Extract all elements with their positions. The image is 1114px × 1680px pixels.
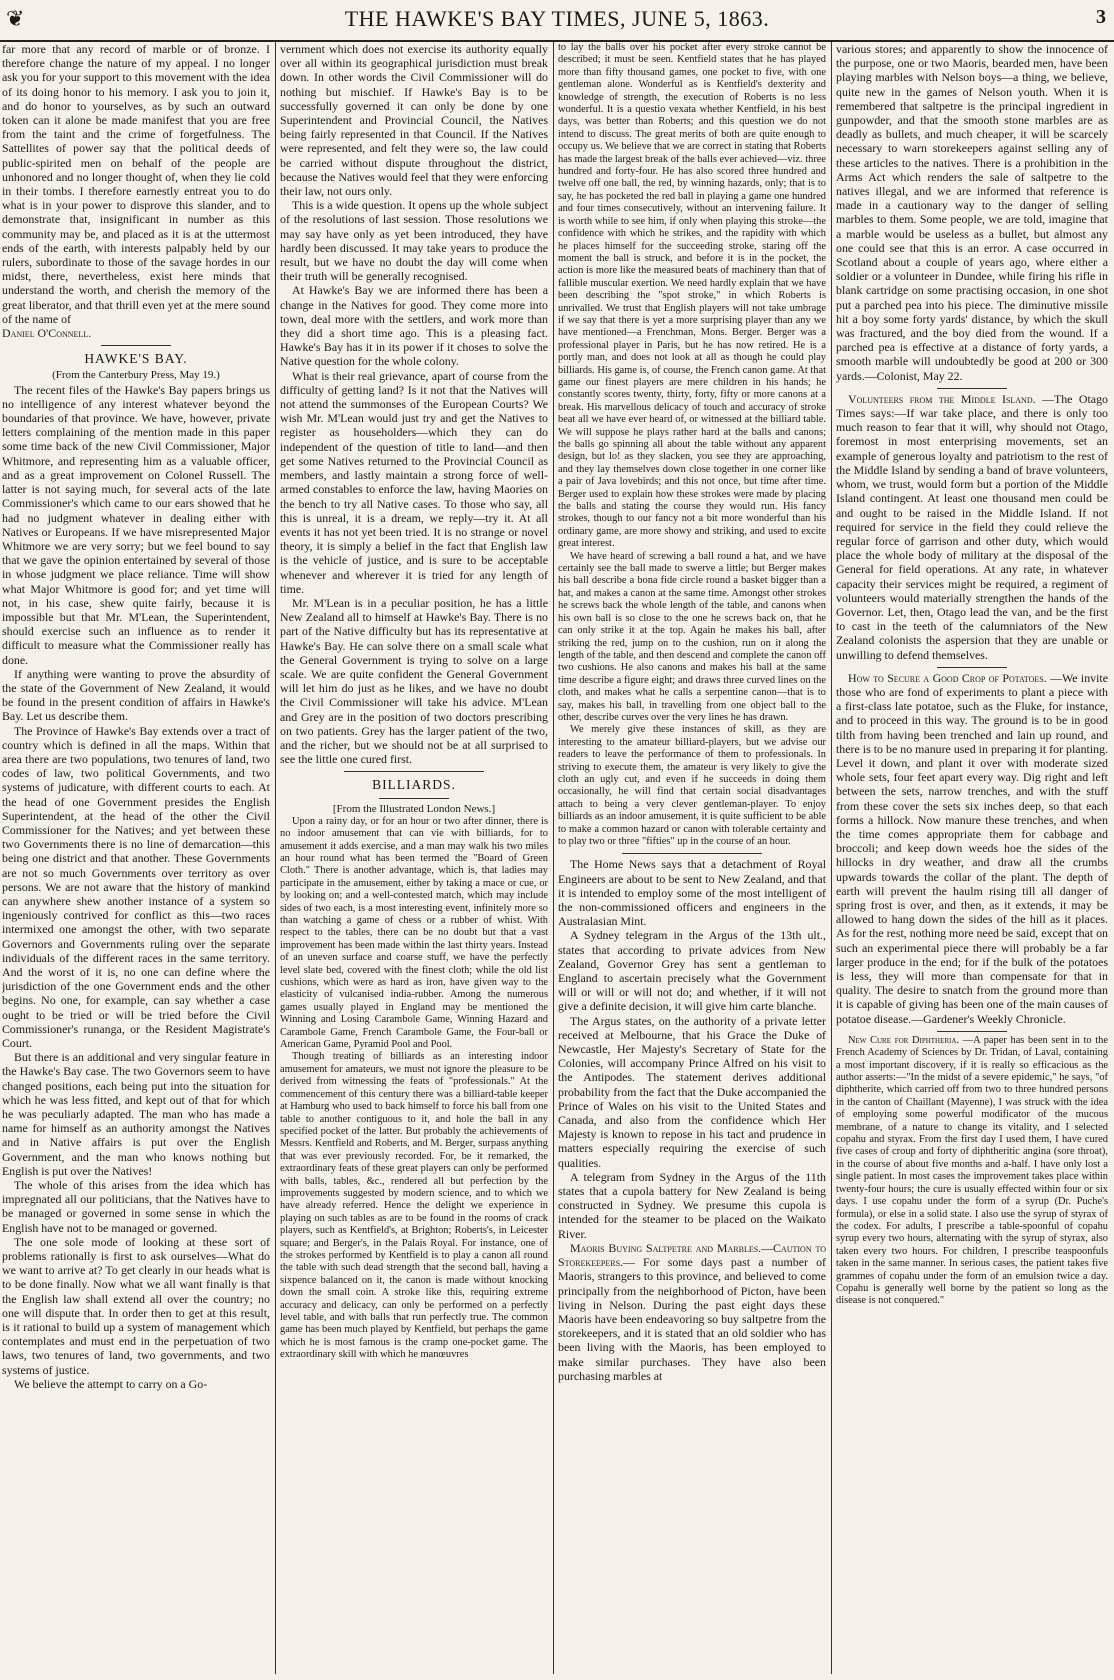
article-paragraph: What is their real grievance, apart of course from the difficulty of getting land? Is it not that the Natives will not attend the summonses of the European Courts? We wish Mr. M'Lean would just try and get the Natives to register as householders—which they can do independent of the question of title to land—and then get some Natives returned to the Provincial Council as members, and lastly maintain a strong force of well-armed constables to enforce the law, having Maories on the bench to try all Native cases. To those who say, all this is unreal, it is a dream, we reply—try it. At all events it has not yet been tried. It is no strange or novel theory, it is simply a belief in the fact that English law is the vehicle of justice, and is sure to be acceptable whenever and wherever it is tried for any length of time.: [280, 368, 548, 596]
column-1: [2, 42, 270, 1676]
article-paragraph: We believe the attempt to carry on a Go-: [14, 1376, 208, 1391]
section-divider: [937, 1031, 1007, 1032]
article-paragraph: vernment which does not exercise its authority equally over all within its geographical jurisdiction must break down. In other words the Civil Commissioner will do nothing but mischief. If Hawke's Bay is to be successfully governed it can only be done by one Superintendent and Provincial Council, the Natives being fairly represented in that Council. If the Natives were represented, and felt they were so, the law could be carried without dispute throughout the district, because the Natives would feel that they were enforcing their law, not ours only.: [280, 42, 548, 199]
article-paragraph: We have heard of screwing a ball round a hat, and we have certainly see the ball made to swerve a little; but Berger makes his ball describe a bona fide circle round a basket bigger than a hat, and makes a canon at the same time. Amongst other strokes he screws back the whole length of the table, and canons when his own ball is so close to the one he screws back on, that he can only strike it at the top. Again he makes his ball, after striking the red, jump on to the cushion, run on it along the length of the table, and then descend and complete the canon off two cushions. He also canons and makes his ball at the same time describe a figure eight; and draws three curved lines on the cloth, and makes what he calls a serpentine canon—that is to say, makes his ball, in travelling from one object ball to the other, describe curves over the very lines he has drawn.: [558, 550, 826, 723]
masthead: [0, 0, 1114, 42]
news-item: various stores; and apparently to show the innocence of the purpose, one or two Maoris, bearded men, have been playing marbles with Nelson boys—a thing, we believe, quite new in the games of Nelson youth. When it is remembered that saltpetre is the principal ingredient in gunpowder, and that the smooth stone marbles are as deadly as bullets, and much cheaper, it will be scarcely necessary to warn storekeepers against selling any of these articles to the natives. There is a prohibition in the Arms Act which renders the sale of saltpetre to the natives illegal, and we are informed that reference is made in a cautionary way to the danger of selling marbles to them. Some people, we are told, imagine that a marble would be useless as a bullet, but almost any one could see that this is an error. A case occurred in Scotland about a couple of years ago, where either a soldier or a volunteer in Dundee, while firing his rifle in blank cartridge on some practising occasion, in one shot put a parched pea into his piece. The diminutive missile hit a boy some forty yards' distance, by which the skull was fractured, and the boy died from the wound. If a parched pea is effective at a distance of forty yards, a smooth marble will undoubtedly be good at 200 or 300 yards.—Colonist, May 22.: [836, 42, 1108, 383]
article-paragraph: If anything were wanting to prove the absurdity of the state of the Government of New Zealand, it would be found in the present condition of affairs in Hawke's Bay. Let us describe them.: [2, 666, 270, 724]
column-area: [0, 42, 1114, 1678]
news-item-heading: Maoris Buying Saltpetre and Marbles.—Caution to Storekeepers.—: [558, 1240, 826, 1270]
news-item: [836, 1035, 1108, 1308]
page-number: 3: [1096, 6, 1106, 28]
news-item-body: For some days past a number of Maoris, strangers to this province, and believed to come principally from the neighborhood of Picton, have been living in Nelson. During the past eight days these Maoris have been endeavoring so buy saltpetre from the storekeepers, and it is stated that an old soldier who has been living with the Maoris, has been employed to make similar purchases. They have also been purchasing marbles at: [558, 1255, 826, 1383]
column-2: [280, 42, 548, 1676]
article-paragraph: The one sole mode of looking at these sort of problems rationally is first to ask ourselves—What do we want to arrive at? To get clearly in our heads what is to be done finally. Now what we all want finally is that the English law shall extend all over the country; no one will dispute that. In order then to get at this result, is it rational to build up a system of management which contemplates and must end in the perpetuation of two laws, two tenures of land, two governments, and two systems of justice.: [2, 1234, 270, 1377]
article-paragraph: The recent files of the Hawke's Bay papers brings us no intelligence of any interest whatever beyond the boundaries of that province. We have, however, private letters complaining of the mention made in this paper some time back of the new Civil Commissioner, Major Whitmore, and representing him as a valuable officer, and as a great improvement on Colonel Russell. The latter is not saying much, for several acts of the late Commissioner's which came to our ears showed that he had no judgment whatever in dealing either with Natives or Europeans. If we have misrepresented Major Whitmore we are very sorry; but we feel bound to say that we gave the opinion entertained by several of those in whose judgment we place reliance. Time will show what Major Whitmore is good for; and yet time will not, in his case, shew quite fairly, because it is impossible but that Mr. M'Lean, the Superintendent, should exercise such an influence as to render it difficult to measure what the Commissioner really has done.: [2, 382, 270, 667]
news-item: A Sydney telegram in the Argus of the 13th ult., states that according to private advices from New Zealand, Governor Grey has sent a gentleman to England to ascertain precisely what the Government will or will or will not do; and whether, if it will not give a definite decision, it will give him carte blanche.: [558, 928, 826, 1014]
column-4: [836, 42, 1108, 1676]
news-item-body: —We invite those who are fond of experiments to plant a piece with a first-class late potatoe, such as the Fluke, for instance, and to proceed in this way. The ground is to be in good tilth from having been trenched and lain up round, and there is to be no manure used in preparing it for planting. Level it down, and plant it over with moderate sized whole sets, four feet apart every way. Dig right and left between the sets, narrow trenches, and with the stuff from these cover the sets six inches deep, so that each forms a hillock. Now manure these trenches, and when the time comes appropriate them for cabbage and broccoli; and keep down weeds hoe the sides of the hillocks in dry weather, and draw all the crumbs upwards towards the collar of the plant. The depth of earth will prevent the haulm rising till all danger of spring frost is over, and then, as it extends, it may be allowed to hang down the sides of the hill as it places. As for the rest, nothing more need be said, except that on such an experimental piece there will probably be a far larger produce in the end; for if the bulk of the potatoes is less, they will more than compensate for that in quality. The desire to snatch from the ground more than it is capable of giving has been one of the main causes of potatoe disease.—Gardener's Weekly Chronicle.: [836, 670, 1108, 1026]
news-item-heading: Volunteers from the Middle Island.: [848, 391, 1036, 406]
section-divider: [937, 667, 1007, 668]
article-paragraph: The Province of Hawke's Bay extends over a tract of country which is defined in all the maps. Within that area there are two populations, two tenures of land, two codes of law, two political Governments, and two systems of judicature, with different courts to each. At the head of one Government presides the English Superintendent, at the head of the other the Civil Commissioner for the Natives; and yet between these two Governments there is no line of demarcation—this being one district and that another. These Governments are not so much Governments over territory as over persons. We are not aware that the history of mankind can anywhere shew another instance of a system so ingeniously contrived for conflict as this—two races intermixed one amongst the other, with two separate Governors and Governments ruling over the separate individuals of the different races in the same territory. And the worst of it is, no one can define where the jurisdiction of the one Government ends and the other begins. No one, for example, can say whether a case ought to be tried or will be tried before the Civil Commissioner's runanga, or the Resident Magistrate's Court.: [2, 723, 270, 1051]
news-item: [836, 671, 1108, 1026]
article-paragraph: The whole of this arises from the idea which has impregnated all our politicians, that the Natives have to be managed or governed in some sense in which the English have not to be managed or governed.: [2, 1178, 270, 1235]
article-paragraph: But there is an additional and very singular feature in the Hawke's Bay case. The two Governors seem to have changed positions, each being put into the situation for which he was less fitted, and kept out of that for which he was peculiarly adapted. The man who has made a name for himself as an authority amongst the Natives and in Native affairs is put over the English Government, and the man who knows nothing but English is put over the Natives!: [2, 1050, 270, 1178]
section-divider: [101, 345, 171, 346]
ornament-icon: ❦: [6, 6, 25, 31]
article-paragraph: This is a wide question. It opens up the whole subject of the resolutions of last session. Those resolutions we may say have only as yet been introduced, they have hardly been discussed. It may take years to produce the result, but we have no doubt the day will come when their truth will be generally recognised.: [280, 198, 548, 284]
section-divider: [379, 798, 449, 799]
article-paragraph: far more that any record of marble or of bronze. I therefore change the nature of my appeal. I no longer ask you for your support to this movement with the idea of its doing honor to his memory. I ask you to join it, and do honor to yourselves, as by such an outward token can it alone be made manifest that you are free from the taint and the crime of forgetfulness. The Sattellites of power say that the political deeds of public-spirited men on behalf of the people are unhonored and no longer thought of, when they lie cold in their tombs. I therefore earnestly entreat you to do what is in your power to disprove this slander, and to demonstrate that, insignificant in number as this community may be, and placed as it is at the uttermost ends of the earth, with interests palpably held by our rulers, subordinate to those of the savage hordes in our midst, there, nevertheless, exist here minds that understand the worth, and cherish the memory of the great liberator, and that thrill even yet at the mere sound of the name of: [2, 42, 270, 326]
article-signature: Daniel O'Connell.: [2, 326, 92, 341]
news-item-heading: How to Secure a Good Crop of Potatoes.: [848, 670, 1047, 685]
news-item-body: —A paper has been sent in to the French Academy of Sciences by Dr. Tridan, of Laval, containing a most important discovery, if it is really so efficacious as the author asserts:—"In the midst of a severe epidemic," he says, "of diphtherite, which carried off from two to three hundred persons in the canton of Chaillant (Mayenne), I was struck with the idea of employing some powerful modificator of the mucous membrane, of a nature to change its vitality, and I selected copahu and styrax. From the first day I used them, I have cured five cases of croup and forty of diphtheritic angina (sore throat), in the course of about five months and a-half. I have only lost a single patient. In most cases the improvement takes place within twenty-four hours; the cure is usually effected within four or six days. I use copahu under the form of a syrup (Dr. Puche's formula), or else in a solid state. I also use the syrup of styrax of the codex. For adults, I prescribe a table-spoonful of copahu syrup every two hours, alternating with the syrup of styrax, also taken every two hours. For children, I prescribe teaspoonfuls taken in the same manner. In serious cases, the patient takes five grammes of copahu under the form of an emulsion twice a day. Copahu is generally well borne by the patient so long as the disease is not conquered.": [836, 1034, 1108, 1307]
headline-hawkes-bay: HAWKE'S BAY.: [84, 351, 188, 367]
section-divider: [622, 853, 762, 854]
article-paragraph: to lay the balls over his pocket after every stroke cannot be described; it must be seen. Kentfield states that he has played more than fifty thousand games, one pocket to five, with one gentleman alone. Wonderful as is Kentfield's dexterity and knowledge of strength, the execution of Roberts is no less wonderful. It is a questio vexata whether Kentfield, in his best days, was better than Roberts; and this question we do not intend to discuss. The great merits of both are quite enough to occupy us. We believe that we are correct in stating that Roberts has made the largest break of the balls ever achieved—viz. three hundred and forty-four. He has also scored three hundred and twelve off one ball, the red, by winning hazards, only; that is to say, he has pocketed the red ball in playing a game one hundred and four times consecutively, without an intervening failure. It is worth while to see him, if only when playing this stroke—the confidence with which he strikes, and the rapidity with which he places himself for the succeeding stroke, staring off the moment the ball is struck, and before it is in the pocket, the action is more like the measured beats of machinery than that of fallible muscular exertion. We need hardly explain that we have been describing the "spot stroke," in which Roberts is unrivalled. We trust that English players will not take umbrage if we say that there is yet a more surprising player than any we have mentioned—a Frenchman, Mons. Berger. Berger was a professional player in Paris, but he has now retired. He is a portly man, and does not look at all as though he could play billiards. His game is, of course, the French canon game. At that game our finest players are mere children in his hands; he constantly scores twenty, thirty, forty, fifty or more canons at a break. His marvellous delicacy of touch and accuracy of stroke beat all we have ever heard of, or witnessed at the billiard table. We will suppose he plays rather hard at the balls and canons; the balls go spinning all about the table without any apparent design, but lo! as they slacken, you see they are approaching, and they lay themselves down close together in one corner like a pair of Java lovebirds; and this not once, but time after time. Berger used to explain how these strokes were made by placing the balls and stating the course they would run. His fancy strokes, though to our fancy not a bit more wonderful than his ordinary game, are more showy and striking, and used to excite great interest.: [558, 42, 826, 550]
column-rule: [553, 42, 554, 1674]
billiards-body: [280, 816, 548, 1362]
news-item-body: —The Otago Times says:—If war take place, and there is only too much reason to fear that it will, why should not Otago, foremost in most enterprising movements, set an example of generous loyalty and patriotism to the rest of the Middle Island by sending a band of brave volunteers, whom, we trust, would form but a portion of the Middle Island contingent. At least one thousand men could be and ought to be raised in the Middle Island. If not required for service in the field they could relieve the regular force of garrison and other duty, which would place the whole body of military at the disposal of the General for field operations. At any rate, in whatever capacity their services might be required, a regiment of volunteers would materially strengthen the hands of the Governor. Let, then, Otago lead the van, and be the first to cast in the teeth of the calumniators of the New Zealand colonists the aspersion that they are unable or unwilling to defend themselves.: [836, 391, 1108, 662]
news-item: [836, 392, 1108, 662]
news-item: [558, 1241, 826, 1383]
column-3: [558, 42, 826, 1676]
article-paragraph: At Hawke's Bay we are informed there has been a change in the Natives for good. They come more into town, deal more with the settlers, and work more than they did a short time ago. This is a pleasing fact. Hawke's Bay has it in its power if it choses to solve the Native question for the whole colony.: [280, 283, 548, 369]
newspaper-title: THE HAWKE'S BAY TIMES, JUNE 5, 1863.: [344, 6, 770, 31]
news-item: A telegram from Sydney in the Argus of the 11th states that a cupola battery for New Zealand is being constructed in Sydney. We presume this cupola is intended for the steamer to be placed on the Waikato River.: [558, 1169, 826, 1241]
article-source: (From the Canterbury Press, May 19.): [52, 369, 220, 382]
article-paragraph: Mr. M'Lean is in a peculiar position, he has a little New Zealand all to himself at Hawke's Bay. There is no part of the Native difficulty but has its representative at Hawke's Bay. He can solve there on a small scale what the General Government is trying to solve on a large scale. We are quite confident the General Government will let him do just as he likes, and we have no doubt the Civil Commissioner will take his advice. M'Lean and Grey are in the position of two doctors prescribing on two patients. Grey has the larger patient of the two, and the richer, but we should not be at all surprised to see the little one cured first.: [280, 595, 548, 767]
billiards-continued: [558, 42, 826, 848]
article-paragraph: We merely give these instances of skill, as they are interesting to the amateur billiard-players, but we advise our readers to leave the performance of them to professionals. In striving to execute them, the amateur is very likely to give the cloth an ugly cut, and even if he succeeds in doing them occasionally, he will find that certain social disadvantages attach to being a very clever gentleman-player. To enjoy billiards as an indoor amusement, it is quite sufficient to be able to make a common hazard or canon with tolerable certainty and to play two or three "fifties" up in the course of an hour.: [558, 724, 826, 847]
news-item-heading: New Cure for Diphtheria.: [848, 1034, 960, 1046]
news-item: The Argus states, on the authority of a private letter received at Melbourne, that his Grace the Duke of Newcastle, Her Majesty's Secretary of State for the Colonies, will accompany Prince Alfred on his visit to the Antipodes. The statement derives additional probability from the fact that the Duke accompanied the Prince of Wales on his visit to the United States and Canada, and also from the confidence which Her Majesty is known to repose in his tact and prudence in matters especially requiring the exercise of such qualities.: [558, 1013, 826, 1170]
column-rule: [831, 42, 832, 1674]
headline-billiards: BILLIARDS.: [372, 777, 456, 793]
article-paragraph: Upon a rainy day, or for an hour or two after dinner, there is no indoor amusement that can vie with billiards, for to amusement it adds exercise, and a man may walk his two miles an hour round what has been termed the "Board of Green Cloth." There is another advantage, which is, that ladies may participate in the amusement, either by taking a mace or cue, or by looking on; and a well-contested match, which may include sides of two each, is a most interesting event, infinitely more so than watching a game of chess or a rubber of whist. With respect to the tables, there can be no doubt but that a vast improvement has been made within the last thirty years. Instead of an uneven surface and coarse stuff, we have the perfectly level slate bed, covered with the finest cloth; while the old list cushions, which were as hard as iron, have given way to the elasticity of vulcanised india-rubber. Among the numerous games usually played in England may be mentioned the Winning and Losing Carambole Game, Winning Hazard and Carambole Game, French Carambole Game, the Four-ball or American Game, Pyramid Pool and Pool.: [280, 815, 548, 1051]
article-paragraph: Though treating of billiards as an interesting indoor amusement for amateurs, we must not ignore the pleasure to be derived from witnessing the feats of "professionals." At the commencement of this century there was a billiard-table keeper at Hamburg who used to back himself to force his ball from one table to another contiguous to it, and hole the ball in any specified pocket of the latter. But probably the achievements of Messrs. Kentfield and Roberts, and M. Berger, surpass anything that was ever previously recorded. For, be it remarked, the extraordinary feats of these great players can only be performed with balls, tables, &c., rendered all but perfection by the improvements suggested by modern science, and to which we have already referred. Hence the delight we experience in playing on such tables as are to be found in the rooms of crack players, such as Kentfield's, at Brighton; Roberts's, in Leicester square; and Berger's, in the Palais Royal. For instance, one of the strokes performed by Kentfield is to play a canon all round the table with such dead strength that the second ball, having a sixpence balanced on it, the canon is made without knocking down the small coin. A stroke like this, requiring extreme accuracy and delicacy, can only be performed on a perfectly level table, and with balls that run perfectly true. The common game has been much played by Kentfield, but perhaps the game which he is most famous is the cramp one-pocket game. The extraordinary skill with which he manœuvres: [280, 1051, 548, 1361]
section-divider: [937, 388, 1007, 389]
news-item: The Home News says that a detachment of Royal Engineers are about to be sent to New Zealand, and that it is intended to employ some of the most intelligent of the non-commissioned officers and engineers in the Australasian Mint.: [558, 857, 826, 929]
column-rule: [275, 42, 276, 1674]
article-source: [From the Illustrated London News.]: [332, 802, 496, 815]
section-divider: [344, 771, 484, 772]
